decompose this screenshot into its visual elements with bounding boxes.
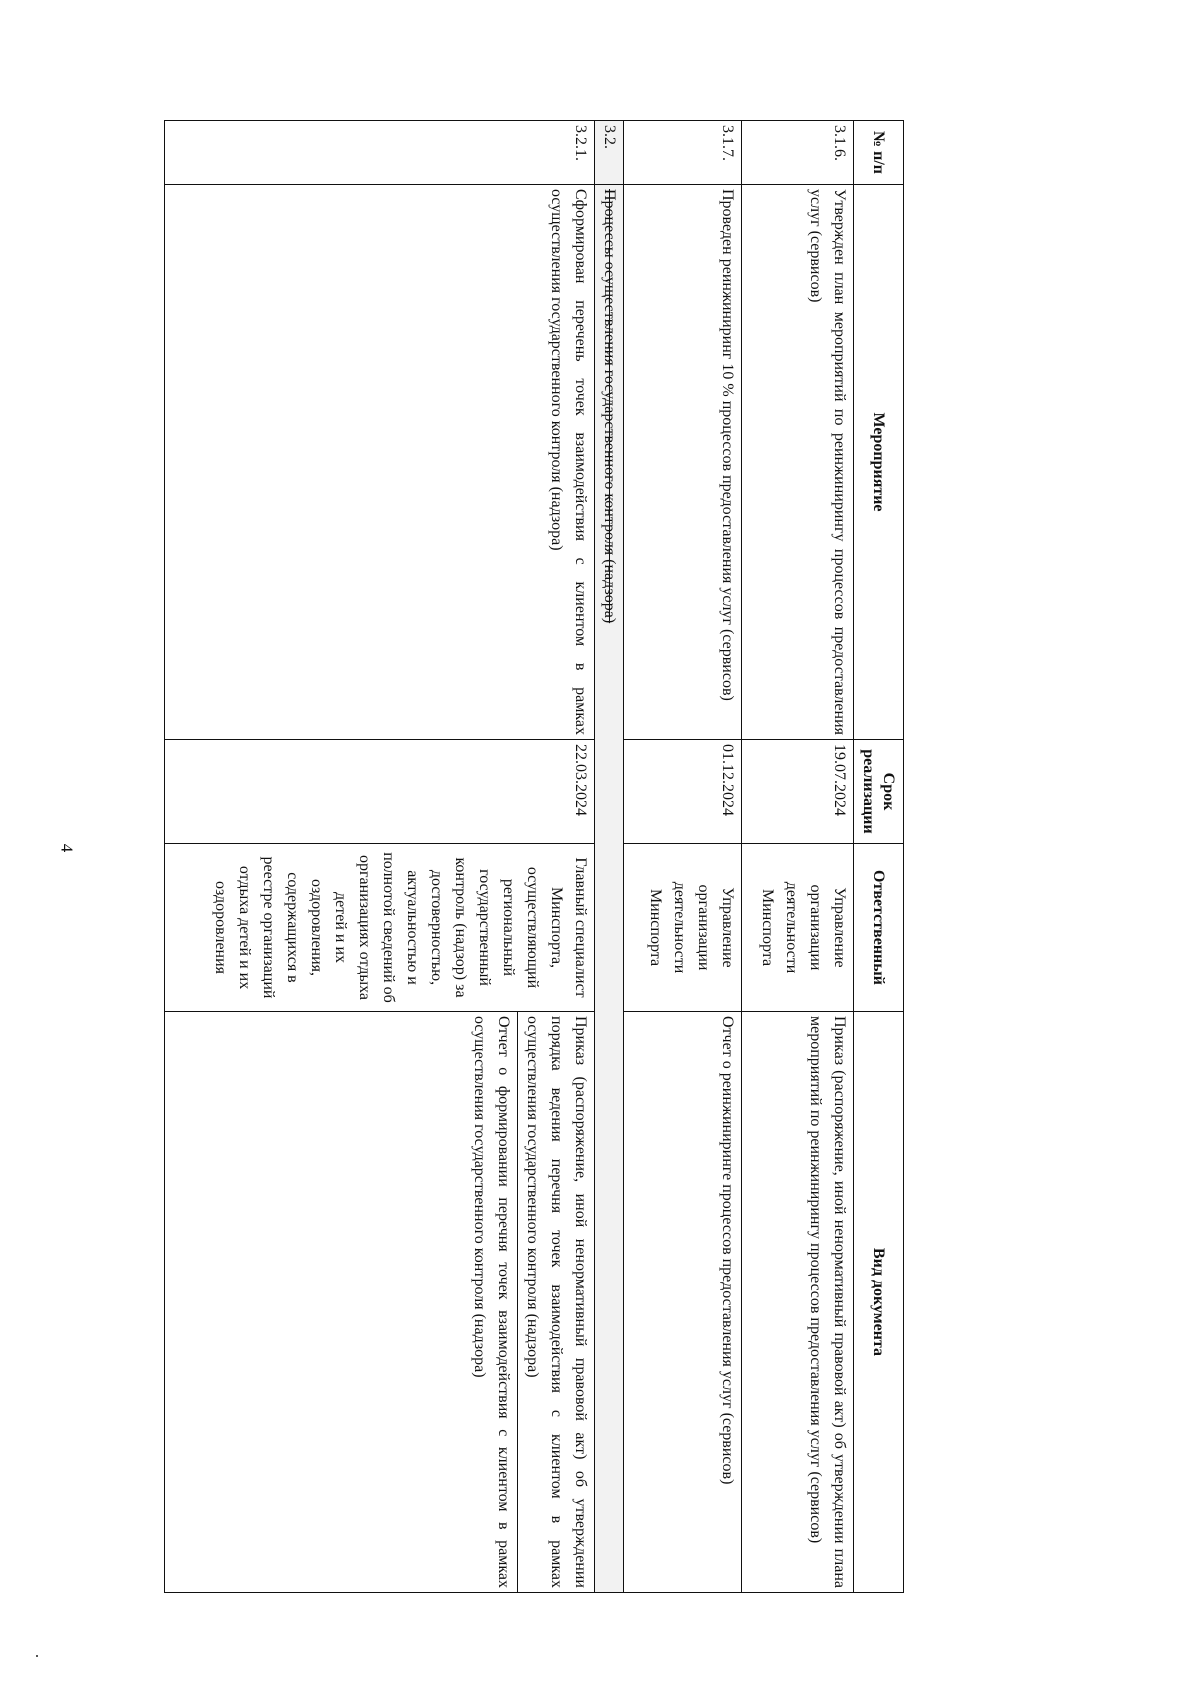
cell-num: 3.1.7. [624, 121, 742, 185]
header-responsible: Ответственный [854, 844, 904, 1012]
cell-event: Проведен реинжиниринг 10 % процессов предоставления услуг (сервисов) [624, 185, 742, 740]
table-row [624, 121, 742, 1593]
header-num: № п/п [854, 121, 904, 185]
cell-responsible: Управление организации деятельности Минспорта [742, 844, 854, 1012]
section-title-cell [595, 185, 624, 1593]
header-doc-type: Вид документа [854, 1012, 904, 1593]
cell-doc-type [165, 1012, 595, 1593]
doc-type-order: Приказ (распоряжение, иной ненормативный правовой акт) об утверждении порядка ведения перечня точек взаимодействия с клиентом в рамках осуществления государственного контроля (надзора) [517, 1012, 594, 1592]
plan-table [164, 120, 904, 1593]
header-deadline: Срок реализации [854, 740, 904, 844]
cell-deadline: 19.07.2024 [742, 740, 854, 844]
scan-speck [36, 1655, 38, 1657]
cell-deadline: 01.12.2024 [624, 740, 742, 844]
doc-type-report: Отчет о формировании перечня точек взаимодействия с клиентом в рамках осуществления государственного контроля (надзора) [471, 1016, 512, 1588]
section-title: Процессы осуществления государственного контроля (надзора) [601, 189, 618, 624]
section-num: 3.2. [595, 121, 624, 185]
table-row [742, 121, 854, 1593]
cell-responsible: Управление организации деятельности Минспорта [624, 844, 742, 1012]
cell-num: 3.2.1. [165, 121, 595, 185]
cell-responsible: Главный специалист Минспорта, осуществляющий региональный государственный контроль (надзор) за достоверностью, актуальностью и полнотой сведений об организациях отдыха детей и их оздоровления, содержащихся в реестре организаций отдыха детей и их оздоровления [165, 844, 595, 1012]
cell-event: Утвержден план мероприятий по реинжинирингу процессов предоставления услуг (сервисов) [742, 185, 854, 740]
cell-doc-type: Отчет о реинжиниринге процессов предоставления услуг (сервисов) [624, 1012, 742, 1593]
cell-event: Сформирован перечень точек взаимодействия с клиентом в рамках осуществления государственного контроля (надзора) [165, 185, 595, 740]
header-row [854, 121, 904, 1593]
section-row [595, 121, 624, 1593]
page-number: 4 [57, 843, 77, 853]
cell-num: 3.1.6. [742, 121, 854, 185]
cell-doc-type: Приказ (распоряжение, иной ненормативный правовой акт) об утверждении плана мероприятий по реинжинирингу процессов предоставления услуг (сервисов) [742, 1012, 854, 1593]
table-row [165, 121, 595, 1593]
rotated-table-sheet [144, 120, 904, 1592]
cell-deadline: 22.03.2024 [165, 740, 595, 844]
header-event: Мероприятие [854, 185, 904, 740]
